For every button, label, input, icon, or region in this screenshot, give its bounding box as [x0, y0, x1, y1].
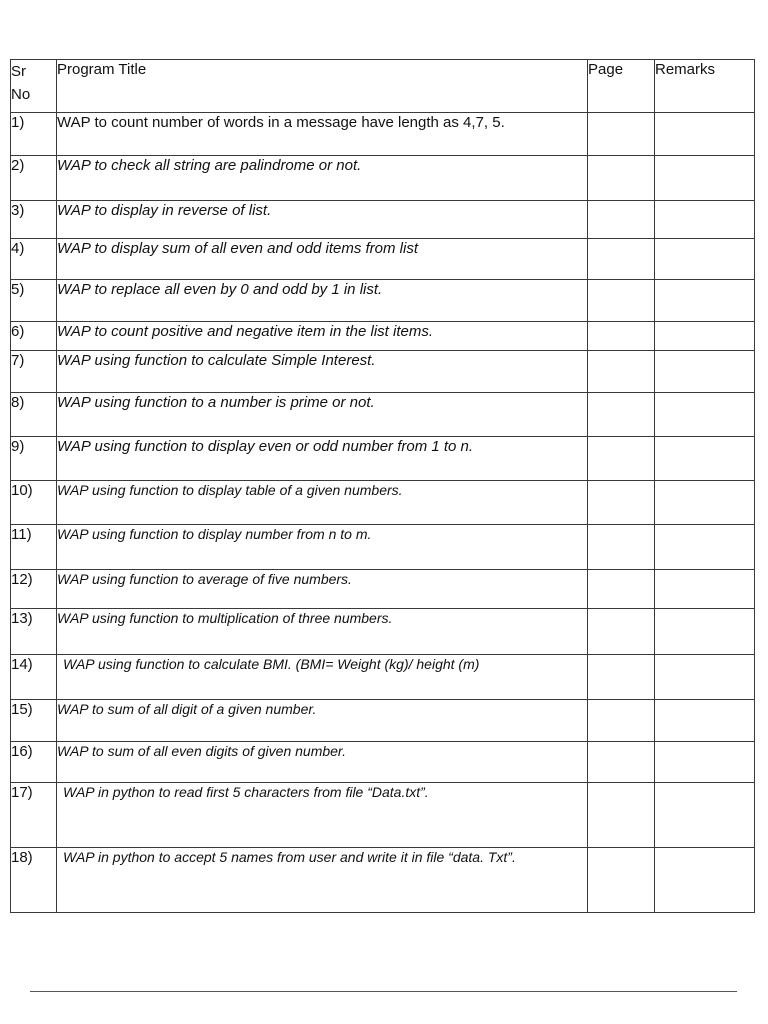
program-title-cell: WAP using function to a number is prime or not. — [57, 393, 588, 437]
page-cell — [588, 393, 655, 437]
program-title-cell: WAP in python to accept 5 names from user and write it in file “data. Txt”. — [57, 848, 588, 913]
program-title-cell: WAP using function to calculate Simple Interest. — [57, 351, 588, 393]
remarks-cell — [655, 201, 755, 239]
table-row — [11, 156, 755, 201]
page-cell — [588, 609, 655, 655]
table-header-row — [11, 60, 755, 113]
table-row — [11, 570, 755, 609]
table-row — [11, 655, 755, 700]
page-cell — [588, 201, 655, 239]
sr-no-cell: 12) — [11, 570, 57, 609]
page-cell — [588, 655, 655, 700]
table-row — [11, 280, 755, 322]
page-cell — [588, 481, 655, 525]
sr-header-line1: Sr — [11, 63, 26, 80]
remarks-header: Remarks — [655, 60, 755, 113]
page-cell — [588, 783, 655, 848]
remarks-cell — [655, 280, 755, 322]
sr-no-cell: 3) — [11, 201, 57, 239]
sr-no-cell: 8) — [11, 393, 57, 437]
program-title-cell: WAP using function to multiplication of three numbers. — [57, 609, 588, 655]
table-row — [11, 700, 755, 742]
program-title-cell: WAP in python to read first 5 characters from file “Data.txt”. — [57, 783, 588, 848]
sr-no-cell: 16) — [11, 742, 57, 783]
program-title-cell: WAP to sum of all digit of a given number. — [57, 700, 588, 742]
table-row — [11, 351, 755, 393]
sr-no-cell: 14) — [11, 655, 57, 700]
sr-no-header — [11, 60, 57, 113]
table-row — [11, 609, 755, 655]
table-row — [11, 783, 755, 848]
remarks-cell — [655, 525, 755, 570]
remarks-cell — [655, 156, 755, 201]
sr-no-cell: 17) — [11, 783, 57, 848]
remarks-cell — [655, 481, 755, 525]
remarks-cell — [655, 742, 755, 783]
table-row — [11, 113, 755, 156]
remarks-cell — [655, 570, 755, 609]
sr-no-cell: 13) — [11, 609, 57, 655]
remarks-cell — [655, 848, 755, 913]
remarks-cell — [655, 113, 755, 156]
table-row — [11, 525, 755, 570]
sr-no-cell: 18) — [11, 848, 57, 913]
program-index-table — [10, 59, 755, 913]
page-cell — [588, 570, 655, 609]
page-cell — [588, 700, 655, 742]
sr-no-cell: 5) — [11, 280, 57, 322]
program-title-header: Program Title — [57, 60, 588, 113]
table-row — [11, 437, 755, 481]
sr-no-cell: 11) — [11, 525, 57, 570]
page-cell — [588, 437, 655, 481]
table-row — [11, 322, 755, 351]
program-title-cell: WAP using function to calculate BMI. (BMI= Weight (kg)/ height (m) — [57, 655, 588, 700]
page-cell — [588, 848, 655, 913]
sr-header-line2: No — [11, 86, 31, 103]
page-header: Page — [588, 60, 655, 113]
table-row — [11, 481, 755, 525]
program-title-cell: WAP to display sum of all even and odd items from list — [57, 239, 588, 280]
program-title-cell: WAP using function to average of five numbers. — [57, 570, 588, 609]
remarks-cell — [655, 239, 755, 280]
program-title-cell: WAP to check all string are palindrome or not. — [57, 156, 588, 201]
page-cell — [588, 351, 655, 393]
sr-no-cell: 9) — [11, 437, 57, 481]
remarks-cell — [655, 783, 755, 848]
program-title-cell: WAP to count number of words in a message have length as 4,7, 5. — [57, 113, 588, 156]
remarks-cell — [655, 322, 755, 351]
remarks-cell — [655, 655, 755, 700]
page-cell — [588, 113, 655, 156]
table-row — [11, 393, 755, 437]
remarks-cell — [655, 700, 755, 742]
program-title-cell: WAP to sum of all even digits of given number. — [57, 742, 588, 783]
footer-divider — [30, 991, 737, 992]
page-cell — [588, 239, 655, 280]
sr-no-cell: 15) — [11, 700, 57, 742]
program-title-cell: WAP using function to display number from n to m. — [57, 525, 588, 570]
table-row — [11, 239, 755, 280]
remarks-cell — [655, 609, 755, 655]
page-cell — [588, 322, 655, 351]
page-cell — [588, 742, 655, 783]
program-title-cell: WAP using function to display table of a given numbers. — [57, 481, 588, 525]
table-row — [11, 201, 755, 239]
remarks-cell — [655, 393, 755, 437]
table-row — [11, 742, 755, 783]
page-cell — [588, 525, 655, 570]
program-title-cell: WAP using function to display even or odd number from 1 to n. — [57, 437, 588, 481]
page-cell — [588, 280, 655, 322]
table-row — [11, 848, 755, 913]
remarks-cell — [655, 351, 755, 393]
remarks-cell — [655, 437, 755, 481]
sr-no-cell: 2) — [11, 156, 57, 201]
program-title-cell: WAP to replace all even by 0 and odd by 1 in list. — [57, 280, 588, 322]
sr-no-cell: 6) — [11, 322, 57, 351]
sr-no-cell: 7) — [11, 351, 57, 393]
sr-no-cell: 10) — [11, 481, 57, 525]
program-title-cell: WAP to display in reverse of list. — [57, 201, 588, 239]
sr-no-cell: 4) — [11, 239, 57, 280]
program-title-cell: WAP to count positive and negative item in the list items. — [57, 322, 588, 351]
page-cell — [588, 156, 655, 201]
sr-no-cell: 1) — [11, 113, 57, 156]
